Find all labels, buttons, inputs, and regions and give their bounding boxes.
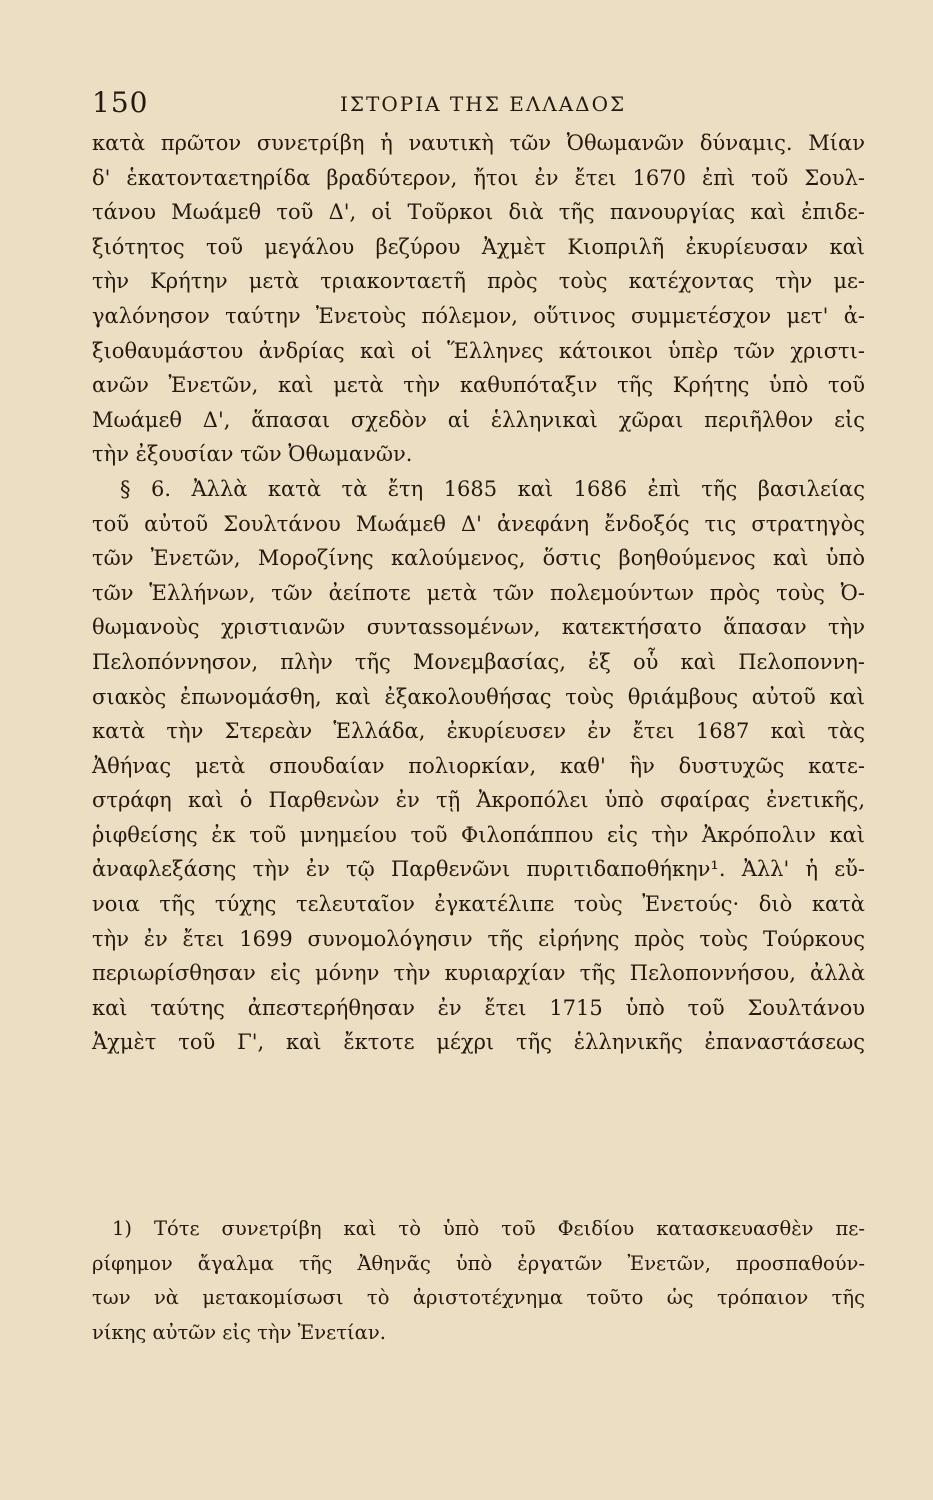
text-line: γαλόνησον ταύτην Ἐνετοὺς πόλεμον, οὕτινος συμμετέσχον μετ' ἀ- <box>92 303 865 328</box>
text-line: κατὰ τὴν Στερεὰν Ἑλλάδα, ἐκυρίευσεν ἐν ἔτει 1687 καὶ τὰς <box>92 719 865 744</box>
page-number: 150 <box>92 86 149 119</box>
text-line: θωμανοὺς χριστιανῶν συνταssομένων, κατεκτήσατο ἅπασαν τὴν <box>92 615 865 640</box>
text-line: ξιοθαυμάστου ἀνδρίας καὶ οἱ Ἕλληνες κάτοικοι ὑπὲρ τῶν χριστι- <box>92 338 865 363</box>
text-line: Πελοπόννησον, πλὴν τῆς Μονεμβασίας, ἐξ οὗ καὶ Πελοποννη- <box>92 649 865 674</box>
text-line: τὴν Κρήτην μετὰ τριακονταετῆ πρὸς τοὺς κατέχοντας τὴν με- <box>92 269 865 294</box>
text-line: σιακὸς ἐπωνομάσθη, καὶ ἐξακολουθήσας τοὺς θριάμβους αὐτοῦ καὶ <box>92 684 865 709</box>
text-line: τῶν Ἐνετῶν, Μοροζίνης καλούμενος, ὅστις βοηθούμενος καὶ ὑπὸ <box>92 546 865 571</box>
text-line: στράφη καὶ ὁ Παρθενὼν ἐν τῇ Ἀκροπόλει ὑπὸ σφαίρας ἐνετικῆς, <box>92 788 865 813</box>
running-title: ΙΣΤΟΡΙΑ ΤΗΣ ΕΛΛΑΔΟΣ <box>340 92 627 116</box>
section-heading-line: § 6. Ἀλλὰ κατὰ τὰ ἔτη 1685 καὶ 1686 ἐπὶ τῆς βασιλείας <box>120 476 865 501</box>
footnote-line: 1) Τότε συνετρίβη καὶ τὸ ὑπὸ τοῦ Φειδίου κατασκευασθὲν πε- <box>112 1217 865 1240</box>
main-text <box>92 126 865 1060</box>
text-line: τάνου Μωάμεθ τοῦ Δ', οἱ Τοῦρκοι διὰ τῆς πανουργίας καὶ ἐπιδε- <box>92 200 865 225</box>
footnote-line: νίκης αὐτῶν εἰς τὴν Ἐνετίαν. <box>92 1320 386 1344</box>
text-line: δ' ἑκατονταετηρίδα βραδύτερον, ἤτοι ἐν ἔτει 1670 ἐπὶ τοῦ Σουλ- <box>92 165 865 190</box>
text-line: νοια τῆς τύχης τελευταῖον ἐγκατέλιπε τοὺς Ἐνετούς· διὸ κατὰ <box>92 892 865 917</box>
text-line: ῥιφθείσης ἐκ τοῦ μνημείου τοῦ Φιλοπάππου εἰς τὴν Ἀκρόπολιν καὶ <box>92 822 865 847</box>
text-line: ξιότητος τοῦ μεγάλου βεζύρου Ἀχμὲτ Κιοπριλῆ ἐκυρίευσαν καὶ <box>92 234 865 259</box>
text-line: Ἀθήνας μετὰ σπουδαίαν πολιορκίαν, καθ' ἣν δυστυχῶς κατε- <box>92 753 865 778</box>
text-line: περιωρίσθησαν εἰς μόνην τὴν κυριαρχίαν τῆς Πελοποννήσου, ἀλλὰ <box>92 961 865 986</box>
text-line: τῶν Ἑλλήνων, τῶν ἀείποτε μετὰ τῶν πολεμούντων πρὸς τοὺς Ὀ- <box>92 580 865 605</box>
footnote-line: ρίφημον ἄγαλμα τῆς Ἀθηνᾶς ὑπὸ ἐργατῶν Ἐνετῶν, προσπαθούν- <box>92 1251 865 1275</box>
text-line: τὴν ἐν ἔτει 1699 συνομολόγησιν τῆς εἰρήνης πρὸς τοὺς Τούρκους <box>92 926 865 951</box>
text-line: τοῦ αὐτοῦ Σουλτάνου Μωάμεθ Δ' ἀνεφάνη ἔνδοξός τις στρατηγὸς <box>92 511 865 536</box>
text-line: κατὰ πρῶτον συνετρίβη ἡ ναυτικὴ τῶν Ὀθωμανῶν δύναμις. Μίαν <box>92 131 865 155</box>
text-line: καὶ ταύτης ἀπεστερήθησαν ἐν ἔτει 1715 ὑπὸ τοῦ Σουλτάνου <box>92 995 865 1020</box>
text-line: Ἀχμὲτ τοῦ Γ', καὶ ἔκτοτε μέχρι τῆς ἑλληνικῆς ἐπαναστάσεως <box>92 1030 865 1055</box>
text-line: ανῶν Ἐνετῶν, καὶ μετὰ τὴν καθυπόταξιν τῆς Κρήτης ὑπὸ τοῦ <box>92 373 865 398</box>
text-line: Μωάμεθ Δ', ἅπασαι σχεδὸν αἱ ἑλληνικαὶ χῶραι περιῆλθον εἰς <box>92 407 865 432</box>
text-line: ἀναφλεξάσης τὴν ἐν τῷ Παρθενῶνι πυριτιδαποθήκην¹. Ἀλλ' ἡ εὔ- <box>92 857 865 882</box>
footnote-line: των νὰ μετακομίσωσι τὸ ἀριστοτέχνημα τοῦτο ὡς τρόπαιον τῆς <box>92 1286 865 1309</box>
text-line: τὴν ἐξουσίαν τῶν Ὀθωμανῶν. <box>92 442 413 467</box>
footnote <box>92 1212 865 1350</box>
